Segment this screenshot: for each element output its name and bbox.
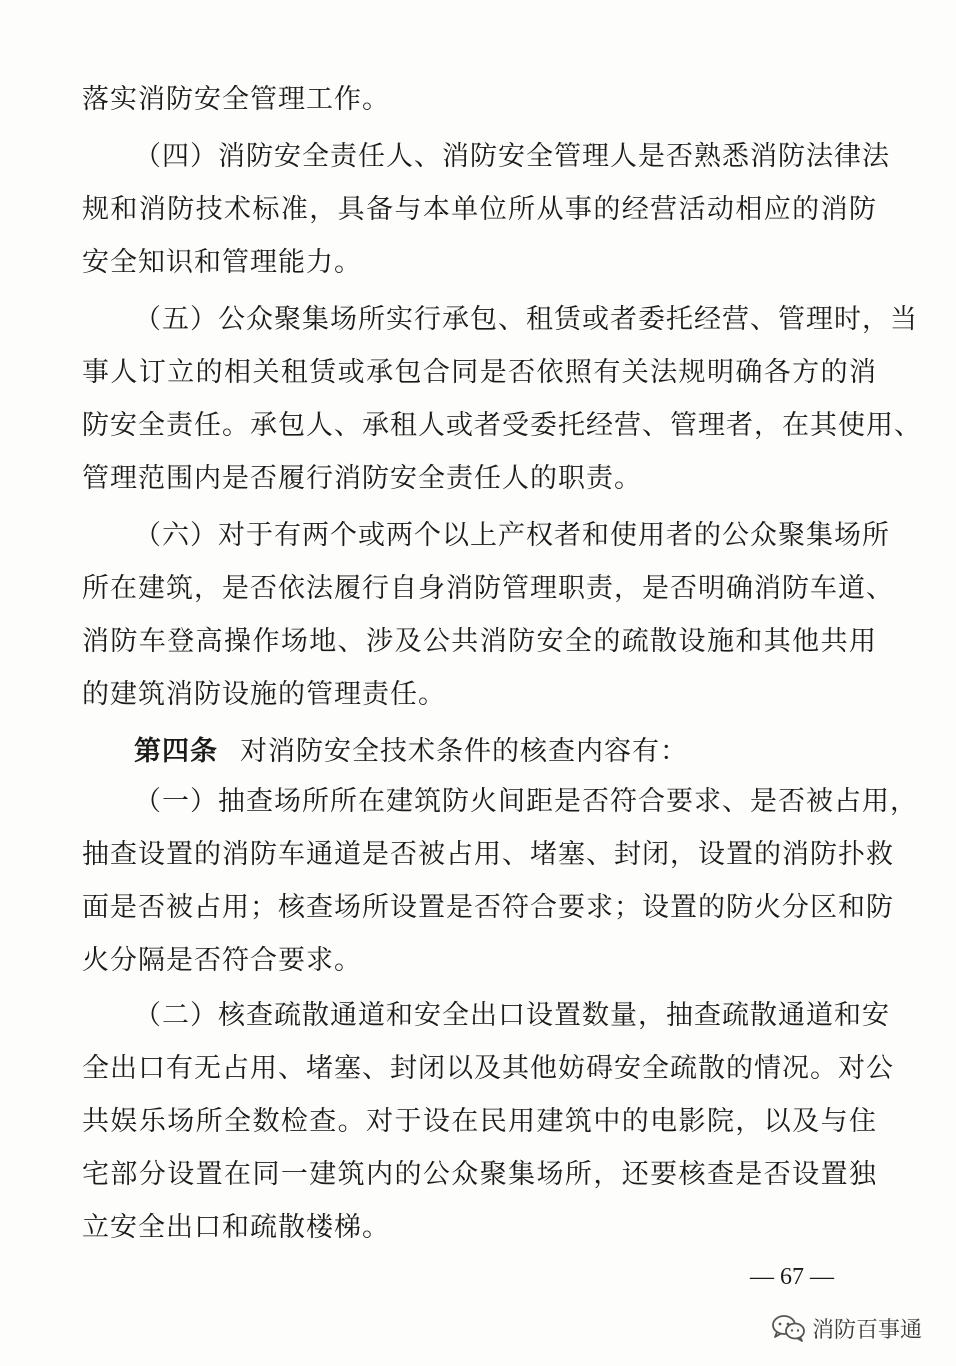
- watermark-text: 消防百事通: [812, 1317, 923, 1343]
- text-line: （二）核查疏散通道和安全出口设置数量，抽查疏散通道和安: [134, 1000, 890, 1031]
- text-line: （四）消防安全责任人、消防安全管理人是否熟悉消防法律法: [134, 141, 890, 172]
- text-line: 消防车登高操作场地、涉及公共消防安全的疏散设施和其他共用: [82, 626, 877, 657]
- text-line: 的建筑消防设施的管理责任。: [82, 679, 446, 710]
- text-line: 火分隔是否符合要求。: [82, 945, 362, 976]
- text-line: 安全知识和管理能力。: [82, 247, 362, 278]
- text-line: 所在建筑，是否依法履行自身消防管理职责，是否明确消防车道、: [82, 573, 894, 604]
- text-line: （五）公众聚集场所实行承包、租赁或者委托经营、管理时，当: [134, 304, 918, 335]
- text-line: 立安全出口和疏散楼梯。: [82, 1212, 390, 1243]
- text-line: 管理范围内是否履行消防安全责任人的职责。: [82, 463, 642, 494]
- text-line: 防安全责任。承包人、承租人或者受委托经营、管理者，在其使用、: [82, 410, 922, 441]
- text-line: 事人订立的相关租赁或承包合同是否依照有关法规明确各方的消: [82, 357, 877, 388]
- text-line: 全出口有无占用、堵塞、封闭以及其他妨碍安全疏散的情况。对公: [82, 1053, 894, 1084]
- text-line: 共娱乐场所全数检查。对于设在民用建筑中的电影院，以及与住: [82, 1106, 877, 1137]
- article-number: 第四条: [134, 736, 218, 767]
- text-line: 宅部分设置在同一建筑内的公众聚集场所，还要核查是否设置独: [82, 1159, 877, 1190]
- watermark: [770, 1310, 940, 1346]
- article-text: 对消防安全技术条件的核查内容有：: [240, 736, 688, 767]
- text-line: 规和消防技术标准，具备与本单位所从事的经营活动相应的消防: [82, 194, 877, 225]
- text-line: 面是否被占用；核查场所设置是否符合要求；设置的防火分区和防: [82, 892, 894, 923]
- text-line: 抽查设置的消防车通道是否被占用、堵塞、封闭，设置的消防扑救: [82, 839, 894, 870]
- wechat-icon: [770, 1313, 806, 1343]
- text-line: （一）抽查场所所在建筑防火间距是否符合要求、是否被占用，: [134, 786, 918, 817]
- text-line: 落实消防安全管理工作。: [82, 84, 390, 115]
- page-number: — 67 —: [750, 1264, 834, 1290]
- text-line: （六）对于有两个或两个以上产权者和使用者的公众聚集场所: [134, 520, 890, 551]
- article-heading-line: [134, 734, 877, 770]
